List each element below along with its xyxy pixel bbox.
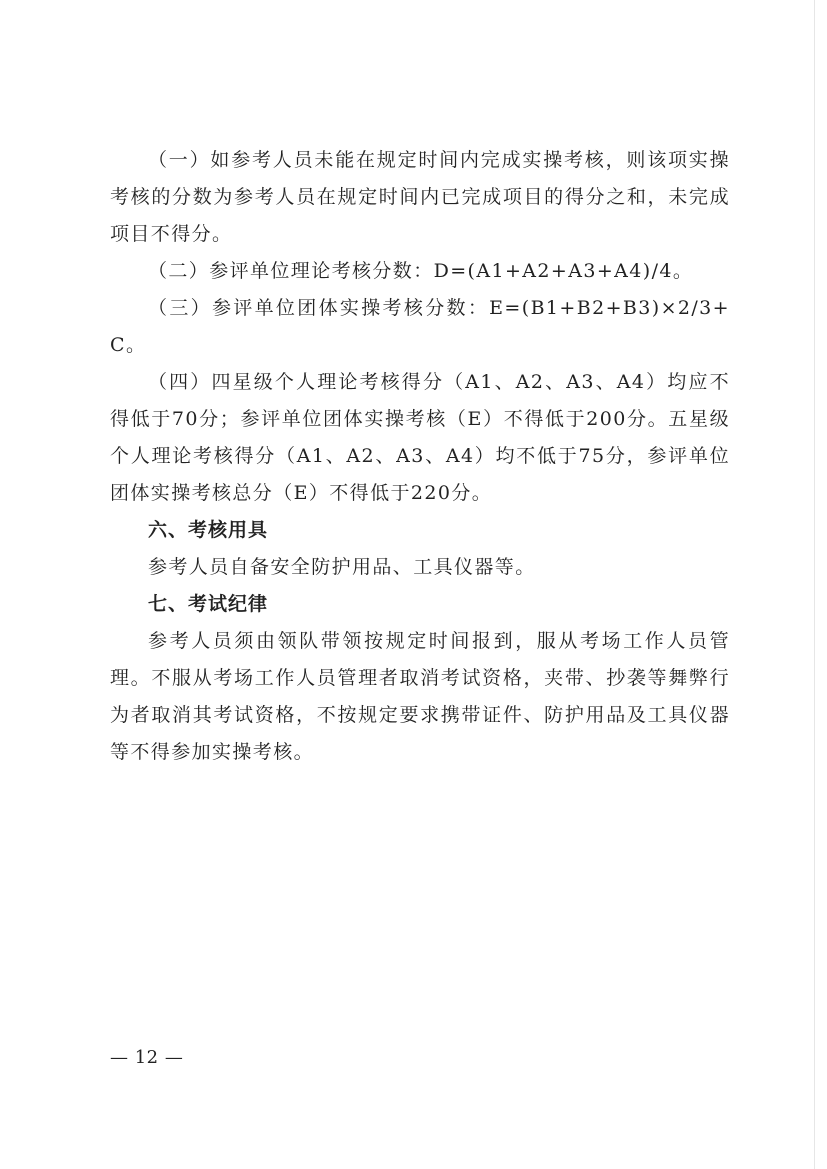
page-number: — 12 —: [110, 1047, 184, 1068]
paragraph-2-theory-score-formula: （二）参评单位理论考核分数：D=(A1+A2+A3+A4)/4。: [148, 260, 694, 282]
paragraph-discipline: 参考人员须由领队带领按规定时间报到，服从考场工作人员管理。不服从考场工作人员管理者取消考试资格，夹带、抄袭等舞弊行为者取消其考试资格，不按规定要求携带证件、防护用品及工具仪器等不得参加实操考核。: [110, 630, 730, 763]
page-edge-line: [814, 0, 815, 1169]
section-heading-tools: 六、考核用具: [148, 519, 269, 541]
paragraph-tools: 参考人员自备安全防护用品、工具仪器等。: [148, 556, 536, 578]
paragraph-3-practical-score-formula: （三）参评单位团体实操考核分数：E=(B1+B2+B3)×2/3+C。: [110, 297, 730, 356]
paragraph-1-incomplete-assessment: （一）如参考人员未能在规定时间内完成实操考核，则该项实操考核的分数为参考人员在规定时间内已完成项目的得分之和，未完成项目不得分。: [110, 149, 730, 245]
paragraph-4-minimum-scores: （四）四星级个人理论考核得分（A1、A2、A3、A4）均应不得低于70分；参评单位团体实操考核（E）不得低于200分。五星级个人理论考核得分（A1、A2、A3、A4）均不低于75分，参评单位团体实操考核总分（E）不得低于220分。: [110, 371, 730, 504]
document-body: [110, 142, 730, 771]
section-heading-discipline: 七、考试纪律: [148, 593, 269, 615]
